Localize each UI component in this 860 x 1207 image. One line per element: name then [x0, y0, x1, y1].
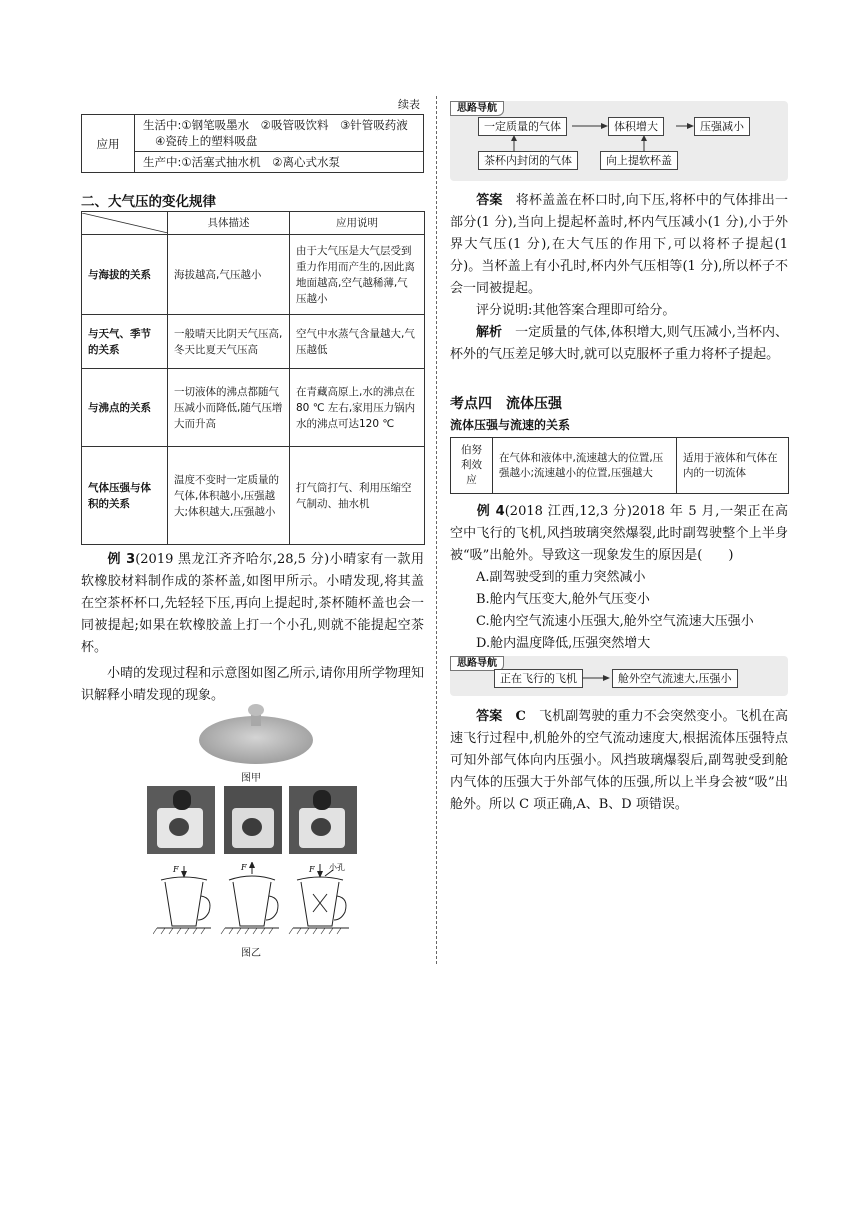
thinking-guide-1: [450, 101, 788, 181]
answer-4: [450, 706, 788, 816]
answer-choice: C: [515, 709, 526, 724]
flow-box: 一定质量的气体: [478, 117, 567, 136]
row-desc: 温度不变时一定质量的气体,体积越小,压强越大;体积越大,压强越小: [168, 447, 290, 545]
row-app: 在青藏高原上,水的沸点在80 ℃ 左右,家用压力锅内水的沸点可达120 ℃: [290, 369, 425, 447]
flow-box: 体积增大: [608, 117, 664, 136]
analysis-label: 解析: [476, 325, 503, 340]
row-desc: 一般晴天比阴天气压高,冬天比夏天气压高: [168, 315, 290, 369]
application-row-label: 应用: [82, 115, 135, 173]
example-4: [450, 501, 788, 567]
tea-cup-lid-image: [196, 700, 316, 766]
flow-box: 向上提软杯盖: [600, 151, 678, 170]
section-title: 二、大气压的变化规律: [81, 194, 216, 210]
application-life-text: 生活中:①钢笔吸墨水 ②吸管吸饮料 ③针管吸药液: [143, 118, 408, 132]
table-header: 具体描述: [168, 212, 290, 235]
analysis-3: [450, 322, 788, 366]
application-table: [81, 114, 424, 173]
application-life-cell: [135, 115, 424, 152]
answer-3-body: 将杯盖盖在杯口时,向下压,将杯中的气体排出一部分(1 分),当向上提起杯盖时,杯内气压减小(1 分),小于外界大气压(1 分),在大气压的作用下,可以将杯子提起(1 分)。当杯盖上有小孔时,杯内外气压相等(1 分),所以杯子不会一同被提起。: [450, 193, 788, 296]
flow-box: 舱外空气流速大,压强小: [612, 669, 738, 688]
table-row: [82, 447, 425, 545]
hole-label: 小孔: [329, 863, 345, 872]
example-4-text: (2018 江西,12,3 分)2018 年 5 月,一架正在高空中飞行的飞机,风挡玻璃突然爆裂,此时副驾驶整个上半身被“吸”出舱外。导致这一现象发生的原因是( ): [450, 504, 788, 563]
cup-photo-3: [289, 786, 357, 854]
flow-box: 正在飞行的飞机: [494, 669, 583, 688]
cup-diagram: [153, 862, 353, 940]
figure-2-caption: 图乙: [241, 948, 261, 959]
example-3-text: (2019 黑龙江齐齐哈尔,28,5 分)小晴家有一款用软橡胶材料制作成的茶杯盖,如图甲所示。小晴发现,将其盖在空茶杯杯口,先轻轻下压,再向上提起时,茶杯随杯盖也会一同被提起;如果在软橡胶盖上打一个小孔,则就不能提起空茶杯。: [81, 552, 424, 655]
flow-box: 茶杯内封闭的气体: [478, 151, 578, 170]
row-label: 与天气、季节的关系: [82, 315, 168, 369]
scoring-note: [450, 300, 788, 322]
force-label: F: [241, 863, 247, 872]
example-4-label: 例 4: [476, 504, 505, 519]
flow-arrows: [450, 101, 788, 181]
table-row: [82, 315, 425, 369]
option-a: A.副驾驶受到的重力突然减小: [476, 570, 646, 585]
example-4-question: [450, 501, 788, 567]
key-point-subtitle: 流体压强与流速的关系: [450, 418, 571, 432]
table-row: [82, 369, 425, 447]
pressure-variation-table: [81, 211, 425, 545]
continued-label: 续表: [398, 98, 420, 111]
application-production-cell: 生产中:①活塞式抽水机 ②离心式水泵: [135, 152, 424, 173]
row-label: 与沸点的关系: [82, 369, 168, 447]
table-corner-cell: [82, 212, 168, 235]
answer-label: 答案: [476, 193, 503, 208]
flow-arrows: [450, 656, 788, 696]
cup-photo-2: [224, 786, 282, 854]
answer-4-text: [450, 706, 788, 816]
example-3-label: 例 3: [107, 552, 136, 567]
option-b: B.舱内气压变大,舱外气压变小: [476, 592, 650, 607]
row-app: 打气筒打气、利用压缩空气制动、抽水机: [290, 447, 425, 545]
row-app: 空气中水蒸气含量越大,气压越低: [290, 315, 425, 369]
row-label: 气体压强与体积的关系: [82, 447, 168, 545]
example-3-question: [81, 549, 424, 659]
answer-4-body: 飞机副驾驶的重力不会突然变小。飞机在高速飞行过程中,机舱外的空气流动速度大,根据流体压强特点可知外部气体向内压强小。风挡玻璃爆裂后,副驾驶受到舱内气体的压强大于外部气体的压强,所以上半身会被“吸”出舱外。所以 C 项正确,A、B、D 项错误。: [450, 709, 788, 812]
thinking-guide-tag: 思路导航: [450, 656, 504, 671]
table-row: [82, 235, 425, 315]
bernoulli-table: [450, 437, 789, 494]
table-header: 应用说明: [290, 212, 425, 235]
example-3: [81, 549, 424, 707]
column-divider: [436, 96, 437, 964]
row-label: 与海拔的关系: [82, 235, 168, 315]
answer-3-text: [450, 190, 788, 300]
force-label: F: [309, 865, 315, 874]
row-desc: 海拔越高,气压越小: [168, 235, 290, 315]
bernoulli-scope: 适用于液体和气体在内的一切流体: [677, 438, 789, 494]
thinking-guide-2: [450, 656, 788, 696]
row-app: 由于大气压是大气层受到重力作用而产生的,因此离地面越高,空气越稀薄,气压越小: [290, 235, 425, 315]
option-c: C.舱内空气流速小压强大,舱外空气流速大压强小: [476, 614, 754, 629]
force-label: F: [173, 865, 179, 874]
answer-3: [450, 190, 788, 366]
figure-1-caption: 图甲: [241, 773, 261, 784]
cup-photo-1: [147, 786, 215, 854]
key-point-title: 考点四 流体压强: [450, 396, 562, 412]
scoring-note-text: 评分说明:其他答案合理即可给分。: [476, 303, 676, 318]
application-life-text-2: ④瓷砖上的塑料吸盘: [155, 134, 258, 148]
bernoulli-label: 伯努利效应: [451, 438, 493, 494]
thinking-guide-tag: 思路导航: [450, 101, 504, 116]
row-desc: 一切液体的沸点都随气压减小而降低,随气压增大而升高: [168, 369, 290, 447]
bernoulli-rule: 在气体和液体中,流速越大的位置,压强越小;流速越小的位置,压强越大: [493, 438, 677, 494]
analysis-3-body: 一定质量的气体,体积增大,则气压减小,当杯内、杯外的气压差足够大时,就可以克服杯子重力将杯子提起。: [450, 325, 788, 362]
answer-label: 答案: [476, 709, 503, 724]
option-d: D.舱内温度降低,压强突然增大: [476, 636, 651, 651]
example-3-text-2: 小晴的发现过程和示意图如图乙所示,请你用所学物理知识解释小晴发现的现象。: [81, 666, 424, 703]
flow-box: 压强减小: [694, 117, 750, 136]
